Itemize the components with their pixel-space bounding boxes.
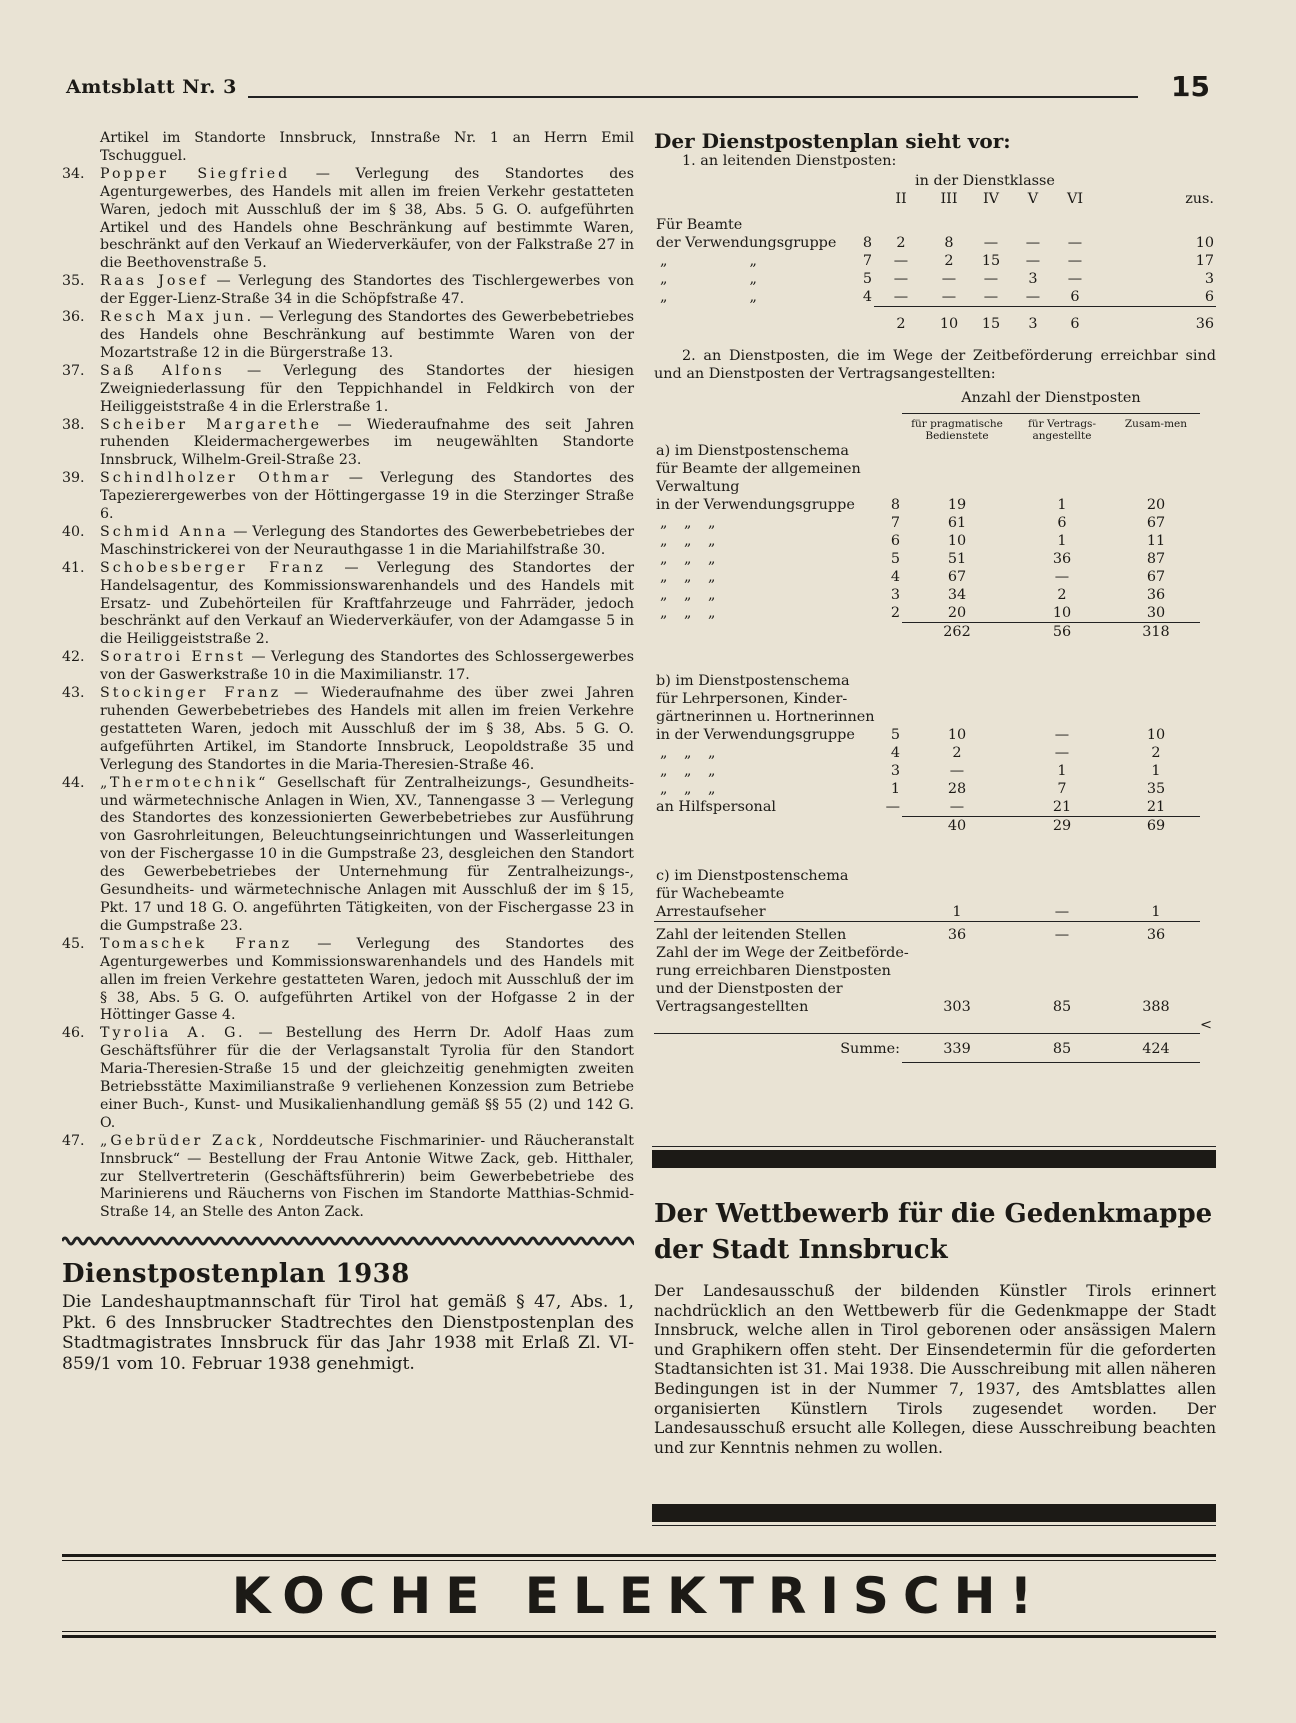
table-cell: —: [1054, 727, 1070, 743]
plan-paragraph: Die Landeshauptmannschaft für Tirol hat gemäß § 47, Abs. 1, Pkt. 6 des Innsbrucker Stadtrechtes den Dienstpostenplan des Stadtmagistrates Innsbruck für das Jahr 1938 mit Erlaß Zl. VI-859/1 vom 10. Februar 1938 genehmigt.: [62, 1292, 634, 1374]
table-cell: 1: [1057, 763, 1067, 779]
row-label-text: Vertragsangestellten: [656, 998, 809, 1015]
section-label: für Wachebeamte: [656, 885, 785, 902]
continued-entry: Artikel im Standorte Innsbruck, Innstraße Nr. 1 an Herrn Emil Tschugguel.: [100, 130, 634, 164]
group-number: 7: [890, 514, 900, 531]
sum-cell: 85: [1012, 1034, 1112, 1063]
left-column: [62, 130, 634, 1374]
row-label-text: in der Verwendungsgruppe: [656, 496, 855, 513]
group-number: 5: [890, 727, 900, 743]
table-cell: 262: [902, 622, 1012, 662]
table-cell: 10: [947, 532, 967, 549]
entry-body: [100, 649, 634, 685]
table-cell: 6: [1057, 514, 1067, 531]
entry-name: „Gebrüder Zack,: [100, 1132, 267, 1149]
entry-name: Soratroi Ernst: [100, 649, 246, 666]
table-cell: 56: [1012, 622, 1112, 662]
page-header: [66, 70, 1216, 106]
table-cell: 6: [1204, 289, 1214, 305]
table-cell: 2: [1057, 586, 1067, 603]
table-row: [654, 998, 1216, 1016]
table-cell: 1: [1151, 903, 1161, 920]
wave-divider: [62, 1234, 634, 1248]
entry-body: [100, 363, 634, 417]
section-label: Zahl der im Wege der Zeitbeförde-: [656, 944, 909, 961]
ditto-marks: „ „ „: [660, 604, 716, 621]
entry-text: Gesellschaft für Zentralheizungs-, Gesundheits- und wärmetechnische Anlagen in Wien, XV., Tannengasse 3 — Verlegung des Standortes des konzessionierten Gewerbebetriebes zur Ausführung von Gasrohrleitungen, Beleuchtungseinrichtungen und Wasserleitungen von der Fischergasse 10 in die Gumpstraße 23, desgleichen den Standort des Gewerbebetriebes der Unternehmung für Zentralheizungs-, Gesundheits- und wärmetechnische Anlagen mit Ausschluß der im § 15, Pkt. 17 und 18 G. O. angeführten Tätigkeiten, von der Fischergasse 23 in die Gumpstraße 23.: [100, 774, 634, 934]
total-cell: 15: [970, 307, 1012, 334]
entry-text: — Verlegung des Standortes des Schlossergewerbes von der Gaswerkstraße 10 in die Maximilianstr. 17.: [100, 649, 634, 684]
ditto-marks: „ „ „: [660, 586, 716, 603]
table-row: [654, 270, 1216, 288]
entry-number: 39.: [62, 470, 85, 487]
table-cell: 28: [947, 781, 967, 797]
table-row: [654, 532, 1216, 550]
table-cell: 20: [1146, 496, 1166, 513]
group-number: —: [885, 799, 900, 815]
section-label-row: [654, 944, 1216, 962]
entry-name: Saß Alfons: [100, 362, 225, 379]
total-row: [654, 817, 1216, 857]
table-cell: —: [941, 271, 957, 287]
table-row: [654, 514, 1216, 532]
entry-text: — Wiederaufnahme des seit Jahren ruhenden Kleidermachergewerbes im neugewählten Standorte Innsbruck, Wilhelm-Greil-Straße 23.: [100, 416, 634, 469]
entry-name: Tyrolia A. G.: [100, 1025, 246, 1042]
entry-number: 35.: [62, 273, 85, 290]
table-cell: 51: [947, 550, 967, 567]
right-column: [654, 130, 1216, 1063]
table-body: [654, 389, 1216, 1063]
list-item: [62, 685, 634, 775]
entry-body: [100, 775, 634, 936]
table-cell: 10: [1195, 235, 1214, 251]
section-label-row: [654, 885, 1216, 903]
table-cell: 7: [1057, 781, 1067, 797]
col-header: VI: [1066, 191, 1084, 207]
row-label-text: der Verwendungsgruppe: [656, 235, 837, 251]
entry-text: — Wiederaufnahme des über zwei Jahren ruhenden Gewerbebetriebes des Handels mit allen im freien Verkehre gestatteten Waren, jedoch mit Ausschluß der im § 38, Abs. 5 G. O. aufgeführten Artikel, im Standorte Innsbruck, Leopoldstraße 35 und Verlegung des Standortes in die Maria-Theresien-Straße 46.: [100, 685, 634, 773]
list-item: [62, 1133, 634, 1223]
table-cell: —: [983, 235, 999, 251]
spacer: [654, 857, 1216, 867]
section-label-row: [654, 442, 1216, 460]
entry-list: [62, 166, 634, 1222]
entry-name: Stockinger Franz: [100, 685, 282, 702]
list-item: [62, 309, 634, 363]
table-cell: 2: [944, 253, 954, 269]
ditto-marks: „ „ „: [660, 514, 716, 531]
group-number: 2: [890, 604, 900, 621]
table-cell: 21: [1146, 799, 1166, 815]
list-item: [62, 649, 634, 685]
entry-name: Scheiber Margarethe: [100, 416, 323, 433]
total-cell: 3: [1012, 307, 1054, 334]
plan-title: Dienstpostenplan 1938: [62, 1259, 410, 1290]
section-label-row: [654, 672, 1216, 690]
section-label: und der Dienstposten der: [656, 980, 843, 997]
entry-body: [100, 685, 634, 775]
entry-name: Schmid Anna: [100, 523, 229, 540]
group-label: in der Dienstklasse: [915, 173, 1055, 189]
table-cell: 36: [1052, 550, 1072, 567]
table-cell: 10: [1052, 604, 1072, 621]
publication-title: Amtsblatt Nr. 3: [66, 76, 237, 98]
table-cell: 67: [1146, 514, 1166, 531]
group-number: 7: [862, 253, 872, 269]
entry-body: [100, 470, 634, 524]
table-row: [654, 568, 1216, 586]
section-label-row: [654, 867, 1216, 885]
list-item: [62, 166, 634, 273]
list-item: [62, 273, 634, 309]
entry-name: Schobesberger Franz: [100, 559, 326, 576]
section-label: für Beamte der allgemeinen: [656, 460, 861, 477]
table-cell: 318: [1112, 622, 1200, 662]
entry-name: Resch Max jun.: [100, 309, 255, 326]
table-cell: 67: [1146, 568, 1166, 585]
entry-body: [100, 273, 634, 309]
col-header: zus.: [1185, 191, 1214, 207]
plan-heading: Der Dienstpostenplan sieht vor:: [654, 129, 1011, 153]
table-cell: 3: [1028, 271, 1038, 287]
entry-body: [100, 309, 634, 363]
total-cell: 36: [1096, 307, 1216, 334]
row-label: [654, 216, 1216, 234]
table-row: [654, 496, 1216, 514]
sum-cell: 339: [902, 1034, 1012, 1063]
table-cell: 1: [952, 903, 962, 920]
advertisement-banner: [62, 1554, 1216, 1638]
entry-name: Tomaschek Franz: [100, 935, 293, 952]
row-label-text: in der Verwendungsgruppe: [656, 727, 855, 743]
ditto-marks: „ „ „: [660, 781, 716, 797]
table-cell: —: [1054, 568, 1070, 585]
group-number: 1: [890, 781, 900, 797]
section-label-row: [654, 708, 1216, 726]
group-number: 6: [890, 532, 900, 549]
table-row: [654, 762, 1216, 780]
group-number: 8: [890, 496, 900, 513]
table-cell: 69: [1112, 817, 1200, 857]
list-item: [62, 936, 634, 1026]
entry-name: Schindlholzer Othmar: [100, 470, 332, 487]
table-cell: 85: [1052, 998, 1072, 1015]
entry-name: Raas Josef: [100, 273, 209, 290]
entry-number: 38.: [62, 416, 85, 433]
col-header: IV: [982, 191, 1000, 207]
table-row: [654, 252, 1216, 270]
entry-number: 47.: [62, 1132, 85, 1149]
table-cell: —: [949, 799, 965, 815]
table-cell: —: [1067, 271, 1083, 287]
entry-body: [100, 1133, 634, 1223]
table-row: [654, 903, 1216, 922]
entry-body: [100, 560, 634, 650]
group-number: 3: [890, 586, 900, 603]
table-cell: 303: [943, 998, 971, 1015]
entry-body: [100, 166, 634, 273]
entry-number: 37.: [62, 362, 85, 379]
table-cell: 1: [1057, 496, 1067, 513]
row-label-text: Für Beamte: [656, 217, 743, 233]
table-row: [654, 726, 1216, 744]
section-label-row: [654, 962, 1216, 980]
table-cell: 67: [947, 568, 967, 585]
entry-name: Popper Siegfried: [100, 165, 291, 182]
table-cell: —: [1067, 235, 1083, 251]
entry-number: 40.: [62, 523, 85, 540]
table-cell: 87: [1146, 550, 1166, 567]
list-item: [62, 1025, 634, 1132]
total-row: [654, 307, 1216, 334]
table-cell: —: [949, 763, 965, 779]
table-cell: 10: [1146, 727, 1166, 743]
table-cell: 2: [1151, 745, 1161, 761]
table-row: [654, 550, 1216, 568]
ditto-marks: „ „ „: [660, 763, 716, 779]
list-item: [62, 470, 634, 524]
entry-text: — Verlegung des Standortes des Gewerbebetriebes der Maschinstrickerei von der Neurauthgasse 1 in die Mariahilfstraße 30.: [100, 523, 634, 558]
entry-text: — Verlegung des Standortes der hiesigen Zweigniederlassung für den Teppichhandel in Feldkirch von der Heiliggeiststraße 4 in die Erlerstraße 1.: [100, 362, 634, 415]
section-label-row: [654, 460, 1216, 478]
group-number: 5: [862, 271, 872, 287]
group-number: 8: [862, 235, 872, 251]
table-cell: 34: [947, 586, 967, 603]
table-cell: —: [983, 289, 999, 305]
other-posts-table: [654, 389, 1216, 1063]
entry-body: [100, 417, 634, 471]
group-number: 3: [890, 763, 900, 779]
section-label-row: [654, 478, 1216, 496]
table-header-row: [654, 190, 1216, 216]
table-row: [654, 586, 1216, 604]
list-item: [62, 775, 634, 936]
banner-text: KOCHE ELEKTRISCH!: [231, 1567, 1047, 1625]
table-cell: 15: [981, 253, 1001, 269]
entry-number: 42.: [62, 649, 85, 666]
entry-number: 41.: [62, 559, 85, 576]
total-row: [654, 622, 1216, 662]
row-label-text: Arrestaufseher: [656, 903, 766, 920]
total-cell: 2: [874, 307, 928, 334]
table-cell: —: [893, 289, 909, 305]
table-cell: 11: [1146, 532, 1166, 549]
ditto-marks: „ „ „: [660, 550, 716, 567]
col-header: Zusam-men: [1112, 413, 1200, 442]
row-label-text: Zahl der leitenden Stellen: [656, 926, 847, 943]
competition-title-2: der Stadt Innsbruck: [654, 1235, 948, 1265]
table-cell: 61: [947, 514, 967, 531]
table-row: [654, 798, 1216, 817]
entry-text: — Verlegung des Standortes des Tischlergewerbes von der Egger-Lienz-Straße 34 in die Schöpfstraße 47.: [100, 273, 634, 308]
ditto-marks: „ „ „: [660, 532, 716, 549]
table-cell: 3: [1204, 271, 1214, 287]
table-cell: —: [893, 271, 909, 287]
table-row: [654, 288, 1216, 307]
ditto-marks: „ „ „: [660, 568, 716, 585]
col-header: III: [940, 191, 958, 207]
table-cell: 2: [896, 235, 906, 251]
group-number: 4: [890, 745, 900, 761]
table-row: [654, 234, 1216, 252]
section-label-row: [654, 980, 1216, 998]
entry-number: 45.: [62, 935, 85, 952]
thick-rule-bottom: [652, 1504, 1216, 1526]
table-cell: —: [983, 271, 999, 287]
col-header: II: [895, 191, 907, 207]
table-cell: —: [893, 253, 909, 269]
section-label-row: [654, 690, 1216, 708]
competition-paragraph: Der Landesausschuß der bildenden Künstler Tirols erinnert nachdrücklich an den Wettbewerb für die Gedenkmappe der Stadt Innsbruck, welche allen in Tirol geborenen oder ansässigen Malern und Graphikern offen steht. Der Einsendetermin für die geforderten Stadtansichten ist 31. Mai 1938. Die Ausschreibung mit allen näheren Bedingungen ist in der Nummer 7, 1937, des Amtsblattes allen organisierten Künstlern Tirols zugesendet worden. Der Landesausschuß ersucht alle Kollegen, diese Ausschreibung beachten und zur Kenntnis nehmen zu wollen.: [654, 1282, 1216, 1457]
table-cell: —: [1067, 253, 1083, 269]
group-number: 4: [862, 289, 872, 305]
entry-body: [100, 936, 634, 1026]
group-label: Anzahl der Dienstposten: [961, 390, 1141, 406]
row-label-text: an Hilfspersonal: [656, 799, 776, 815]
spacer: <: [1199, 1016, 1213, 1033]
ditto-marks: „ „: [660, 289, 757, 305]
sum-row: [654, 1034, 1216, 1063]
list-item: [62, 560, 634, 650]
leading-posts-table: [654, 172, 1216, 333]
competition-title-1: Der Wettbewerb für die Gedenkmappe: [654, 1199, 1213, 1229]
table-header-row: [654, 413, 1216, 442]
table-cell: 2: [952, 745, 962, 761]
table-row: [654, 780, 1216, 798]
entry-text: Norddeutsche Fischmarinier- und Räucheranstalt Innsbruck“ — Bestellung der Frau Antonie Witwe Zack, geb. Hitthaler, zur Stellvertreterin (Geschäftsführerin) beim Gewerbebetriebe des Marinierens und Räucherns von Fischen im Standorte Matthias-Schmid-Straße 14, an Stelle des Anton Zack.: [100, 1132, 634, 1221]
table-cell: —: [1054, 903, 1070, 920]
entry-number: 36.: [62, 309, 85, 326]
table-cell: 1: [1151, 763, 1161, 779]
table-cell: 21: [1052, 799, 1072, 815]
table-cell: —: [941, 289, 957, 305]
section-1-title: 1. an leitenden Dienstposten:: [682, 153, 897, 169]
entry-number: 34.: [62, 165, 85, 182]
table-cell: 36: [1146, 586, 1166, 603]
table-header-group: [654, 172, 1216, 190]
spacer: [654, 662, 1216, 672]
section-label: a) im Dienstpostenschema: [656, 442, 849, 459]
total-cell: 6: [1054, 307, 1096, 334]
ditto-marks: „ „: [660, 253, 757, 269]
table-cell: 40: [902, 817, 1012, 857]
section-label: c) im Dienstpostenschema: [656, 867, 849, 884]
section-label: für Lehrpersonen, Kinder-: [656, 691, 848, 707]
table-cell: 8: [944, 235, 954, 251]
table-cell: —: [1025, 253, 1041, 269]
table-cell: 35: [1146, 781, 1166, 797]
entry-text: — Verlegung des Standortes der Handelsagentur, des Kommissionswarenhandels und des Handels mit Ersatz- und Zubehörteilen für Kraftfahrzeuge und Fahrräder, jedoch beschränkt auf den Verkauf an Wiederverkäufer, von der Adamgasse 5 in die Heiliggeiststraße 2.: [100, 559, 634, 648]
table-cell: 10: [947, 727, 967, 743]
entry-name: „Thermotechnik“: [100, 774, 269, 791]
table-cell: 29: [1012, 817, 1112, 857]
table-cell: —: [1025, 235, 1041, 251]
entry-text: — Verlegung des Standortes des Gewerbebetriebes des Handels ohne Beschränkung auf bestimmte Waren von der Mozartstraße 12 in die Bürgerstraße 13.: [100, 309, 634, 361]
list-item: [62, 363, 634, 417]
total-cell: 10: [928, 307, 970, 334]
sum-cell: 424: [1112, 1034, 1200, 1063]
ditto-marks: „ „ „: [660, 745, 716, 761]
table-cell: 17: [1195, 253, 1214, 269]
table-row: [654, 744, 1216, 762]
group-number: 5: [890, 550, 900, 567]
table-row: [654, 604, 1216, 623]
entry-text: — Bestellung des Herrn Dr. Adolf Haas zum Geschäftsführer für die der Verlagsanstalt Tyrolia für den Standort Maria-Theresien-Straße 15 und der gleichzeitig genehmigten zweiten Betriebsstätte Maximilianstraße 9 verliehenen Konzession zum Betriebe einer Buch-, Kunst- und Musikalienhandlung gemäß §§ 55 (2) und 142 G. O.: [100, 1025, 634, 1131]
section-label: rung erreichbaren Dienstposten: [656, 962, 891, 979]
entry-text: — Verlegung des Standortes des Agenturgewerbes, des Handels mit allen im freien Verkehr gestatteten Waren, jedoch mit Ausschluß der im § 38, Abs. 5 G. O. aufgeführten Artikel und des Handels ohne Beschränkung auf bestimmte Waren, beschränkt auf den Verkauf an Wiederverkäufer, von der Falkstraße 27 in die Beethovenstraße 5.: [100, 165, 634, 272]
table-cell: 30: [1146, 604, 1166, 621]
entry-text: — Verlegung des Standortes des Tapezierergewerbes von der Höttingergasse 19 in die Sterzinger Straße 6.: [100, 470, 634, 523]
table-cell: —: [1025, 289, 1041, 305]
table-header-group: [654, 389, 1216, 413]
table-cell: 388: [1142, 998, 1170, 1015]
table-cell: 36: [1146, 926, 1166, 943]
section-label: b) im Dienstpostenschema: [656, 673, 850, 689]
section-label: Verwaltung: [656, 478, 740, 495]
entry-body: [100, 524, 634, 560]
group-number: 4: [890, 568, 900, 585]
ditto-marks: „ „: [660, 271, 757, 287]
col-header: für pragmatische Bedienstete: [902, 413, 1012, 442]
section-2-title: 2. an Dienstposten, die im Wege der Zeitbeförderung erreichbar sind und an Dienstposten der Vertragsangestellten:: [654, 348, 1216, 382]
table-cell: —: [1054, 926, 1070, 943]
list-item: [62, 524, 634, 560]
entry-body: [100, 1025, 634, 1132]
table-cell: 1: [1057, 532, 1067, 549]
table-cell: 20: [947, 604, 967, 621]
table-cell: 19: [947, 496, 967, 513]
entry-number: 43.: [62, 685, 85, 702]
thick-rule-top: [652, 1146, 1216, 1168]
section-label: gärtnerinnen u. Hortnerinnen: [656, 709, 875, 725]
list-item: [62, 417, 634, 471]
table-cell: 36: [947, 926, 967, 943]
entry-number: 44.: [62, 774, 85, 791]
col-header: V: [1027, 191, 1039, 207]
entry-text: — Verlegung des Standortes des Agenturgewerbes und Kommissionswarenhandels und des Handels mit allen im freien Verkehre gestatteten Waren, jedoch mit Ausschluß der im § 38, Abs. 5 G. O. aufgeführten Artikel von der Hofgasse 2 in der Höttinger Gasse 4.: [100, 935, 634, 1024]
page-number: 15: [1171, 70, 1210, 103]
entry-number: 46.: [62, 1025, 85, 1042]
table-row: [654, 926, 1216, 944]
sum-label: Summe:: [654, 1034, 902, 1063]
col-header: für Vertrags-angestellte: [1012, 413, 1112, 442]
table-cell: 6: [1070, 289, 1080, 305]
table-body: [654, 234, 1216, 307]
table-cell: —: [1054, 745, 1070, 761]
header-rule: [248, 96, 1138, 98]
